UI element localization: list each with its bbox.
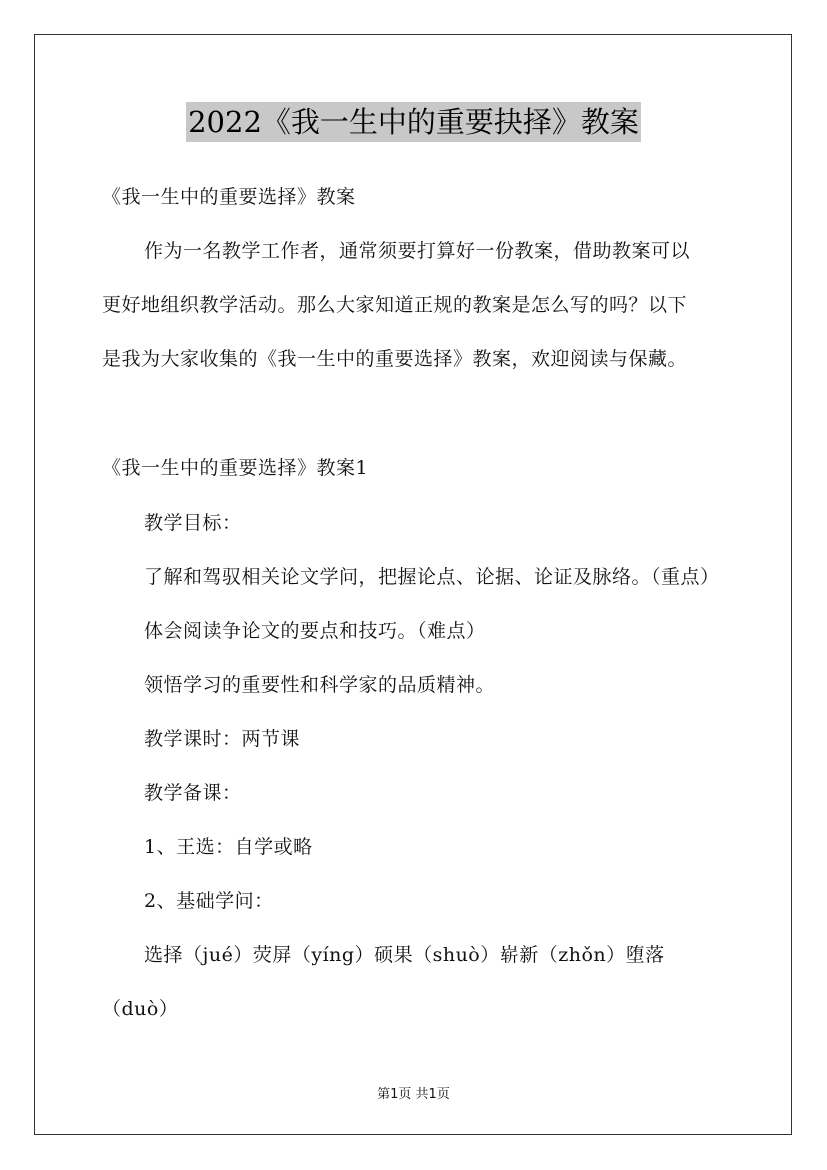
body-line: 教学备课：	[144, 782, 242, 804]
body-line: 选择（jué）荧屏（yíng）硕果（shuò）崭新（zhǒn）堕落	[144, 944, 665, 966]
body-line: 领悟学习的重要性和科学家的品质精神。	[144, 674, 496, 696]
intro-line-3: 是我为大家收集的《我一生中的重要选择》教案，欢迎阅读与保藏。	[102, 348, 688, 370]
page-number-footer: 第1页 共1页	[377, 1087, 450, 1102]
body-line: 2、基础学问：	[144, 890, 274, 912]
section-heading: 《我一生中的重要选择》教案1	[102, 457, 369, 479]
body-line: 体会阅读争论文的要点和技巧。（难点）	[144, 620, 486, 642]
body-line: 了解和驾驭相关论文学问，把握论点、论据、论证及脉络。（重点）	[144, 566, 720, 588]
body-line: 1、王选：自学或略	[144, 836, 313, 858]
body-line: （duò）	[102, 998, 179, 1020]
body-line: 教学目标：	[144, 512, 242, 534]
intro-line-1: 作为一名教学工作者，通常须要打算好一份教案，借助教案可以	[144, 240, 691, 262]
body-line: 教学课时：两节课	[144, 728, 301, 750]
document-subtitle: 《我一生中的重要选择》教案	[102, 186, 356, 208]
intro-line-2: 更好地组织教学活动。那么大家知道正规的教案是怎么写的吗？以下	[102, 294, 688, 316]
title-wrapper	[0, 102, 827, 142]
document-title: 2022《我一生中的重要抉择》教案	[186, 102, 641, 142]
